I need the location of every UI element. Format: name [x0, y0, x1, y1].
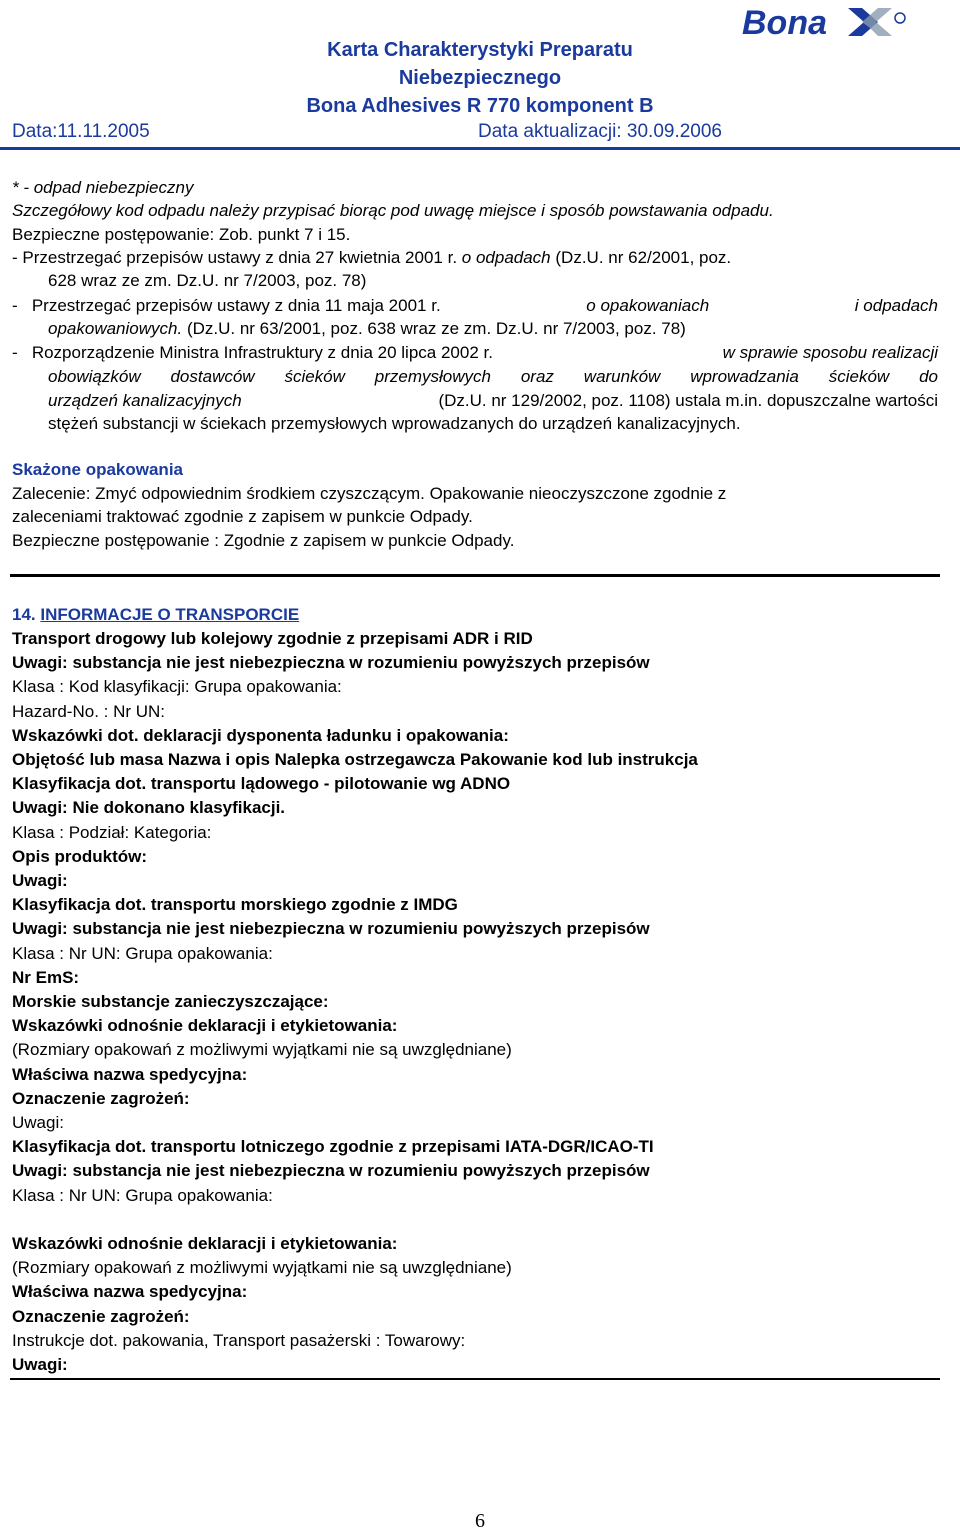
transport-line: Klasa : Nr UN: Grupa opakowania: [12, 943, 273, 963]
waste-line: * - odpad niebezpieczny [12, 178, 194, 197]
transport-line: Klasyfikacja dot. transportu lotniczego zgodnie z przepisami IATA-DGR/ICAO-TI [12, 1137, 654, 1157]
transport-line: Transport drogowy lub kolejowy zgodnie z przepisami ADR i RID [12, 629, 533, 648]
update-date: Data aktualizacji: 30.09.2006 [478, 121, 722, 142]
transport-line: Hazard-No. : Nr UN: [12, 701, 166, 721]
transport-line: Uwagi: substancja nie jest niebezpieczna w rozumieniu powyższych przepisów [12, 653, 650, 673]
doc-title-line2: Niebezpiecznego [398, 67, 562, 89]
doc-title-line1: Karta Charakterystyki Preparatu [327, 39, 633, 61]
transport-line: Klasyfikacja dot. transportu morskiego zgodnie z IMDG [12, 895, 458, 915]
waste-line: Szczegółowy kod odpadu należy przypisać biorąc pod uwagę miejsce i sposób powstawania odpadu. [12, 201, 774, 220]
transport-line: Morskie substancje zanieczyszczające: [12, 992, 329, 1011]
waste-line: opakowaniowych. (Dz.U. nr 63/2001, poz. 638 wraz ze zm. Dz.U. nr 7/2003, poz. 78) [48, 319, 686, 338]
packaging-line: zaleceniami traktować zgodnie z zapisem w punkcie Odpady. [12, 507, 473, 526]
transport-line: Uwagi: substancja nie jest niebezpieczna w rozumieniu powyższych przepisów [12, 1161, 650, 1181]
logo-text: Bona [742, 4, 827, 42]
transport-line: (Rozmiary opakowań z możliwymi wyjątkami nie są uwzględniane) [12, 1040, 512, 1060]
waste-line: - Przestrzegać przepisów ustawy z dnia 27 kwietnia 2001 r. o odpadach (Dz.U. nr 62/2001, poz. [12, 248, 732, 267]
transport-line: Klasa : Kod klasyfikacji: Grupa opakowania: [12, 677, 342, 697]
packaging-line: Bezpieczne postępowanie : Zgodnie z zapisem w punkcie Odpady. [12, 531, 515, 550]
divider [10, 574, 940, 577]
waste-line: obowiązków dostawców ścieków przemysłowych oraz warunków wprowadzania ścieków do [48, 367, 938, 386]
transport-line: Klasa : Nr UN: Grupa opakowania: [12, 1185, 273, 1205]
waste-line: - Przestrzegać przepisów ustawy z dnia 11 maja 2001 r. o opakowaniach i odpadach [12, 296, 938, 315]
transport-line: Klasa : Podział: Kategoria: [12, 822, 212, 842]
section-heading: 14. INFORMACJE O TRANSPORCIE [12, 605, 300, 624]
doc-title-line3: Bona Adhesives R 770 komponent B [306, 95, 654, 117]
issue-date: Data:11.11.2005 [12, 121, 150, 142]
transport-line: Opis produktów: [12, 846, 148, 866]
transport-line: Właściwa nazwa spedycyjna: [12, 1282, 248, 1302]
waste-line: urządzeń kanalizacyjnych (Dz.U. nr 129/2002, poz. 1108) ustala m.in. dopuszczalne wartości [48, 391, 938, 410]
transport-line: Uwagi: substancja nie jest niebezpieczna w rozumieniu powyższych przepisów [12, 919, 650, 939]
transport-line: Instrukcje dot. pakowania, Transport pasażerski : Towarowy: [12, 1330, 466, 1350]
section-heading: Skażone opakowania [12, 460, 183, 479]
transport-line: Właściwa nazwa spedycyjna: [12, 1064, 248, 1084]
transport-line: (Rozmiary opakowań z możliwymi wyjątkami nie są uwzględniane) [12, 1258, 512, 1278]
transport-line: Objętość lub masa Nazwa i opis Nalepka ostrzegawcza Pakowanie kod lub instrukcja [12, 750, 698, 769]
transport-line: Oznaczenie zagrożeń: [12, 1306, 190, 1326]
transport-line: Uwagi: Nie dokonano klasyfikacji. [12, 798, 286, 818]
transport-line: Uwagi: [12, 1355, 68, 1374]
header-rule [0, 147, 960, 150]
waste-line: Bezpieczne postępowanie: Zob. punkt 7 i 15. [12, 225, 351, 244]
waste-line: - Rozporządzenie Ministra Infrastruktury z dnia 20 lipca 2002 r. w sprawie sposobu realizacji [12, 343, 938, 362]
waste-line: 628 wraz ze zm. Dz.U. nr 7/2003, poz. 78) [48, 271, 367, 290]
packaging-line: Zalecenie: Zmyć odpowiednim środkiem czyszczącym. Opakowanie nieoczyszczone zgodnie z [12, 484, 727, 503]
page-header [0, 0, 960, 150]
transport-line: Wskazówki odnośnie deklaracji i etykietowania: [12, 1234, 398, 1253]
divider [10, 1378, 940, 1380]
transport-line: Oznaczenie zagrożeń: [12, 1088, 190, 1108]
page-number: 6 [475, 1510, 485, 1532]
transport-line: Uwagi: [12, 1113, 64, 1132]
transport-line: Uwagi: [12, 871, 68, 890]
transport-line: Wskazówki dot. deklaracji dysponenta ładunku i opakowania: [12, 725, 509, 745]
transport-line: Wskazówki odnośnie deklaracji i etykietowania: [12, 1016, 398, 1036]
transport-line: Nr EmS: [12, 967, 80, 987]
transport-line: Klasyfikacja dot. transportu lądowego - pilotowanie wg ADNO [12, 774, 511, 794]
waste-line: stężeń substancji w ściekach przemysłowych wprowadzanych do urządzeń kanalizacyjnych. [48, 414, 741, 433]
